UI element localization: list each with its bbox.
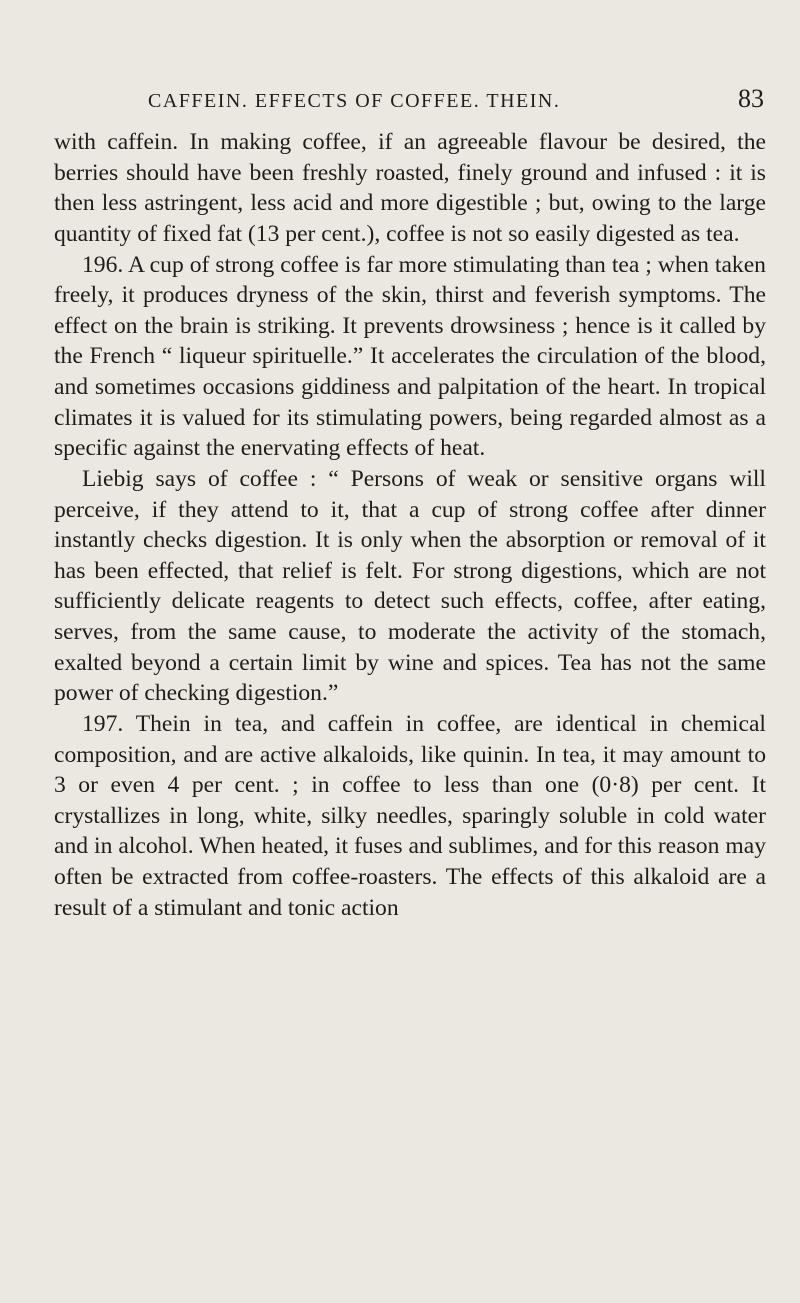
paragraph-text: Liebig says of coffee : “ Persons of weak or sensitive organs will perceive, if they attend to it, that a cup of strong coffee after dinner instantly checks digestion. It is only when the absorption or removal of it has been effected, that relief is felt. For strong digestions, which are not sufficiently delicate reagents to detect such effects, coffee, after eating, serves, from the same cause, to moderate the activity of the stomach, exalted beyond a certain limit by wine and spices. Tea has not the same power of checking digestion.” (54, 465, 766, 707)
page-number: 83 (738, 84, 764, 113)
paragraph-text: with caffein. In making coffee, if an agreeable flavour be desired, the berries should have been freshly roasted, finely ground and infused : it is then less astringent, less acid and more digestible ; but, owing to the large quantity of fixed fat (13 per cent.), coffee is not so easily digested as tea. (54, 129, 766, 247)
running-head-text: CAFFEIN. EFFECTS OF COFFEE. THEIN. (148, 90, 561, 112)
paragraph-196 (54, 250, 766, 464)
paragraph-liebig-quote (54, 464, 766, 709)
running-head (148, 84, 764, 120)
paragraph-text: A cup of strong coffee is far more stimulating than tea ; when taken freely, it produces dryness of the skin, thirst and feverish symptoms. The effect on the brain is striking. It prevents drowsiness ; hence is it called by the French “ liqueur spirituelle.” It accelerates the circulation of the blood, and sometimes occasions giddiness and palpitation of the heart. In tropical climates it is valued for its stimulating powers, being regarded almost as a specific against the enervating effects of heat. (54, 251, 766, 462)
paragraph-197 (54, 709, 766, 923)
paragraph-text: Thein in tea, and caffein in coffee, are identical in chemical composition, and are active alkaloids, like quinin. In tea, it may amount to 3 or even 4 per cent. ; in coffee to less than one (0·8) per cent. It crystallizes in long, white, silky needles, sparingly soluble in cold water and in alcohol. When heated, it fuses and sublimes, and for this reason may often be extracted from coffee-roasters. The effects of this alkaloid are a result of a stimulant and tonic action (54, 710, 766, 921)
paragraph-number: 196. (82, 251, 124, 278)
paragraph-continuation (54, 127, 766, 250)
body-text (54, 127, 766, 923)
paragraph-number: 197. (82, 710, 124, 737)
